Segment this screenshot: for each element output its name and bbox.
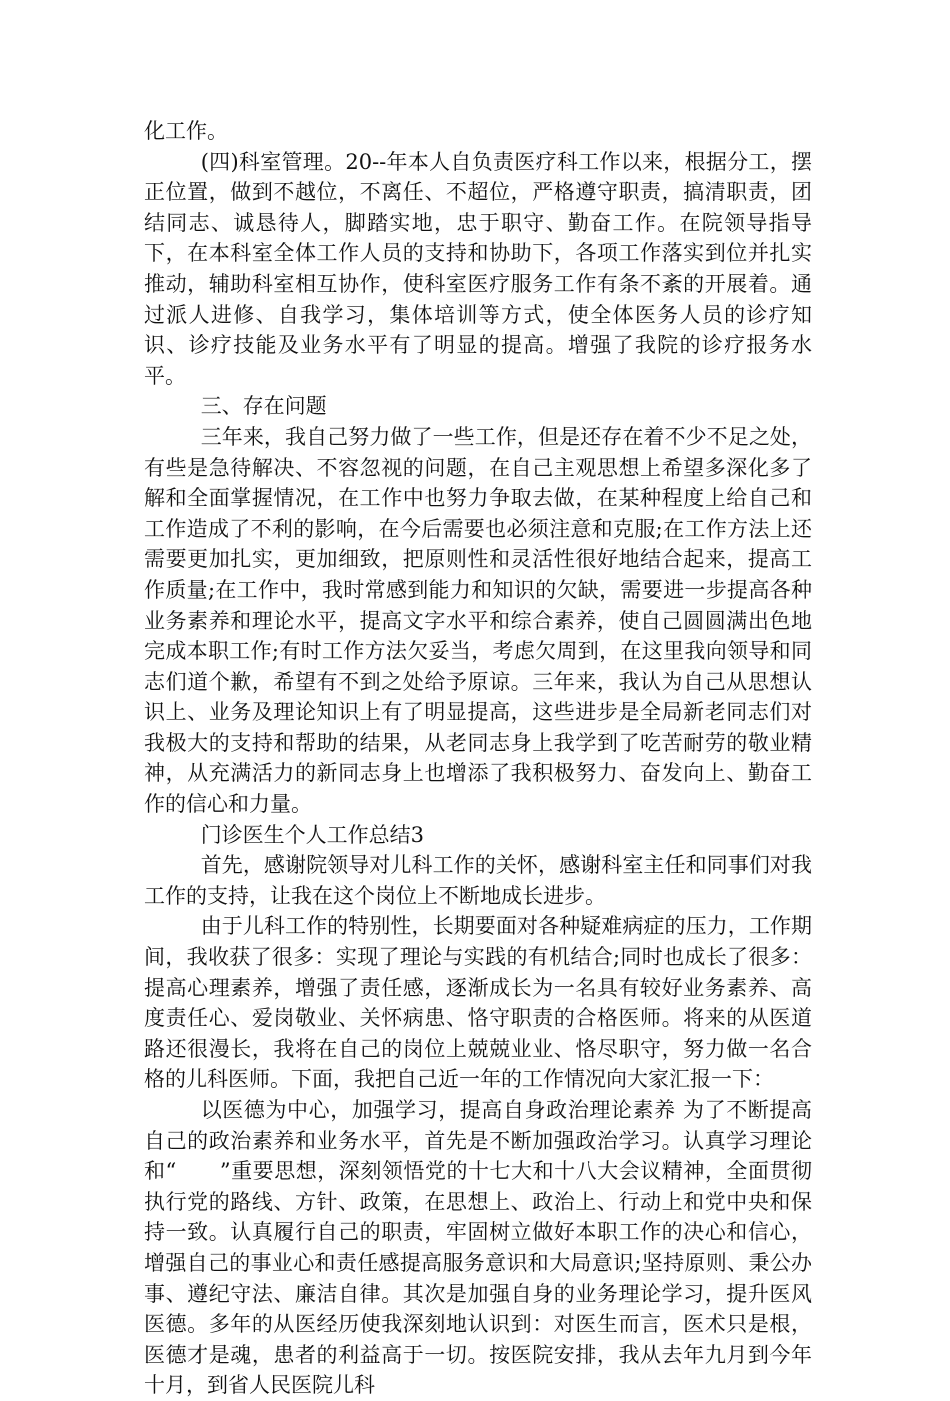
paragraph-continuation: 化工作。	[144, 119, 228, 143]
paragraph-existing-problems: 三年来，我自己努力做了一些工作，但是还存在着不少不足之处，有些是急待解决、不容忽视的问题，在自己主观思想上希望多深化多了解和全面掌握情况，在工作中也努力争取去做，在某种程度上给自己和工作造成了不利的影响，在今后需要也必须注意和克服;在工作方法上还需要更加扎实，更加细致，把原则性和灵活性很好地结合起来，提高工作质量;在工作中，我时常感到能力和知识的欠缺，需要进一步提高各种业务素养和理论水平，提高文字水平和综合素养，使自己圆圆满出色地完成本职工作;有时工作方法欠妥当，考虑欠周到，在这里我向领导和同志们道个歉，希望有不到之处给予原谅。三年来，我认为自己从思想认识上、业务及理论知识上有了明显提高，这些进步是全局新老同志们对我极大的支持和帮助的结果，从老同志身上我学到了吃苦耐劳的敬业精神，从充满活力的新同志身上也增添了我积极努力、奋发向上、勤奋工作的信心和力量。	[144, 424, 812, 817]
section-heading-existing-problems: 三、存在问题	[200, 394, 327, 419]
paragraph-thanks: 首先，感谢院领导对儿科工作的关怀，感谢科室主任和同事们对我工作的支持，让我在这个岗位上不断地成长进步。	[144, 853, 812, 908]
document-body	[144, 116, 812, 1401]
section-heading-summary-3: 门诊医生个人工作总结3	[200, 822, 425, 847]
paragraph-pediatrics-work: 由于儿科工作的特别性，长期要面对各种疑难病症的压力，工作期间，我收获了很多：实现了理论与实践的有机结合;同时也成长了很多：提高心理素养，增强了责任感，逐渐成长为一名具有较好业务素养、高度责任心、爱岗敬业、关怀病患、恪守职责的合格医师。将来的从医道路还很漫长，我将在自己的岗位上兢兢业业、恪尽职守，努力做一名合格的儿科医师。下面，我把自己近一年的工作情况向大家汇报一下：	[144, 914, 812, 1092]
paragraph-medical-ethics: 以医德为中心，加强学习，提高自身政治理论素养 为了不断提高自己的政治素养和业务水平，首先是不断加强政治学习。认真学习理论和“ ”重要思想，深刻领悟党的十七大和十八大会议精神，全面贯彻执行党的路线、方针、政策，在思想上、政治上、行动上和党中央和保持一致。认真履行自己的职责，牢固树立做好本职工作的决心和信心，增强自己的事业心和责任感提高服务意识和大局意识;坚持原则、秉公办事、遵纪守法、廉洁自律。其次是加强自身的业务理论学习，提升医风医德。多年的从医经历使我深刻地认识到：对医生而言，医术只是根，医德才是魂，患者的利益高于一切。按医院安排，我从去年九月到今年十月，到省人民医院儿科	[144, 1098, 812, 1398]
paragraph-department-management: (四)科室管理。20--年本人自负责医疗科工作以来，根据分工，摆正位置，做到不越位，不离任、不超位，严格遵守职责，搞清职责，团结同志、诚恳待人，脚踏实地，忠于职守、勤奋工作。在院领导指导下，在本科室全体工作人员的支持和协助下，各项工作落实到位并扎实推动，辅助科室相互协作，使科室医疗服务工作有条不紊的开展着。通过派人进修、自我学习，集体培训等方式，使全体医务人员的诊疗知识、诊疗技能及业务水平有了明显的提高。增强了我院的诊疗报务水平。	[144, 149, 812, 388]
